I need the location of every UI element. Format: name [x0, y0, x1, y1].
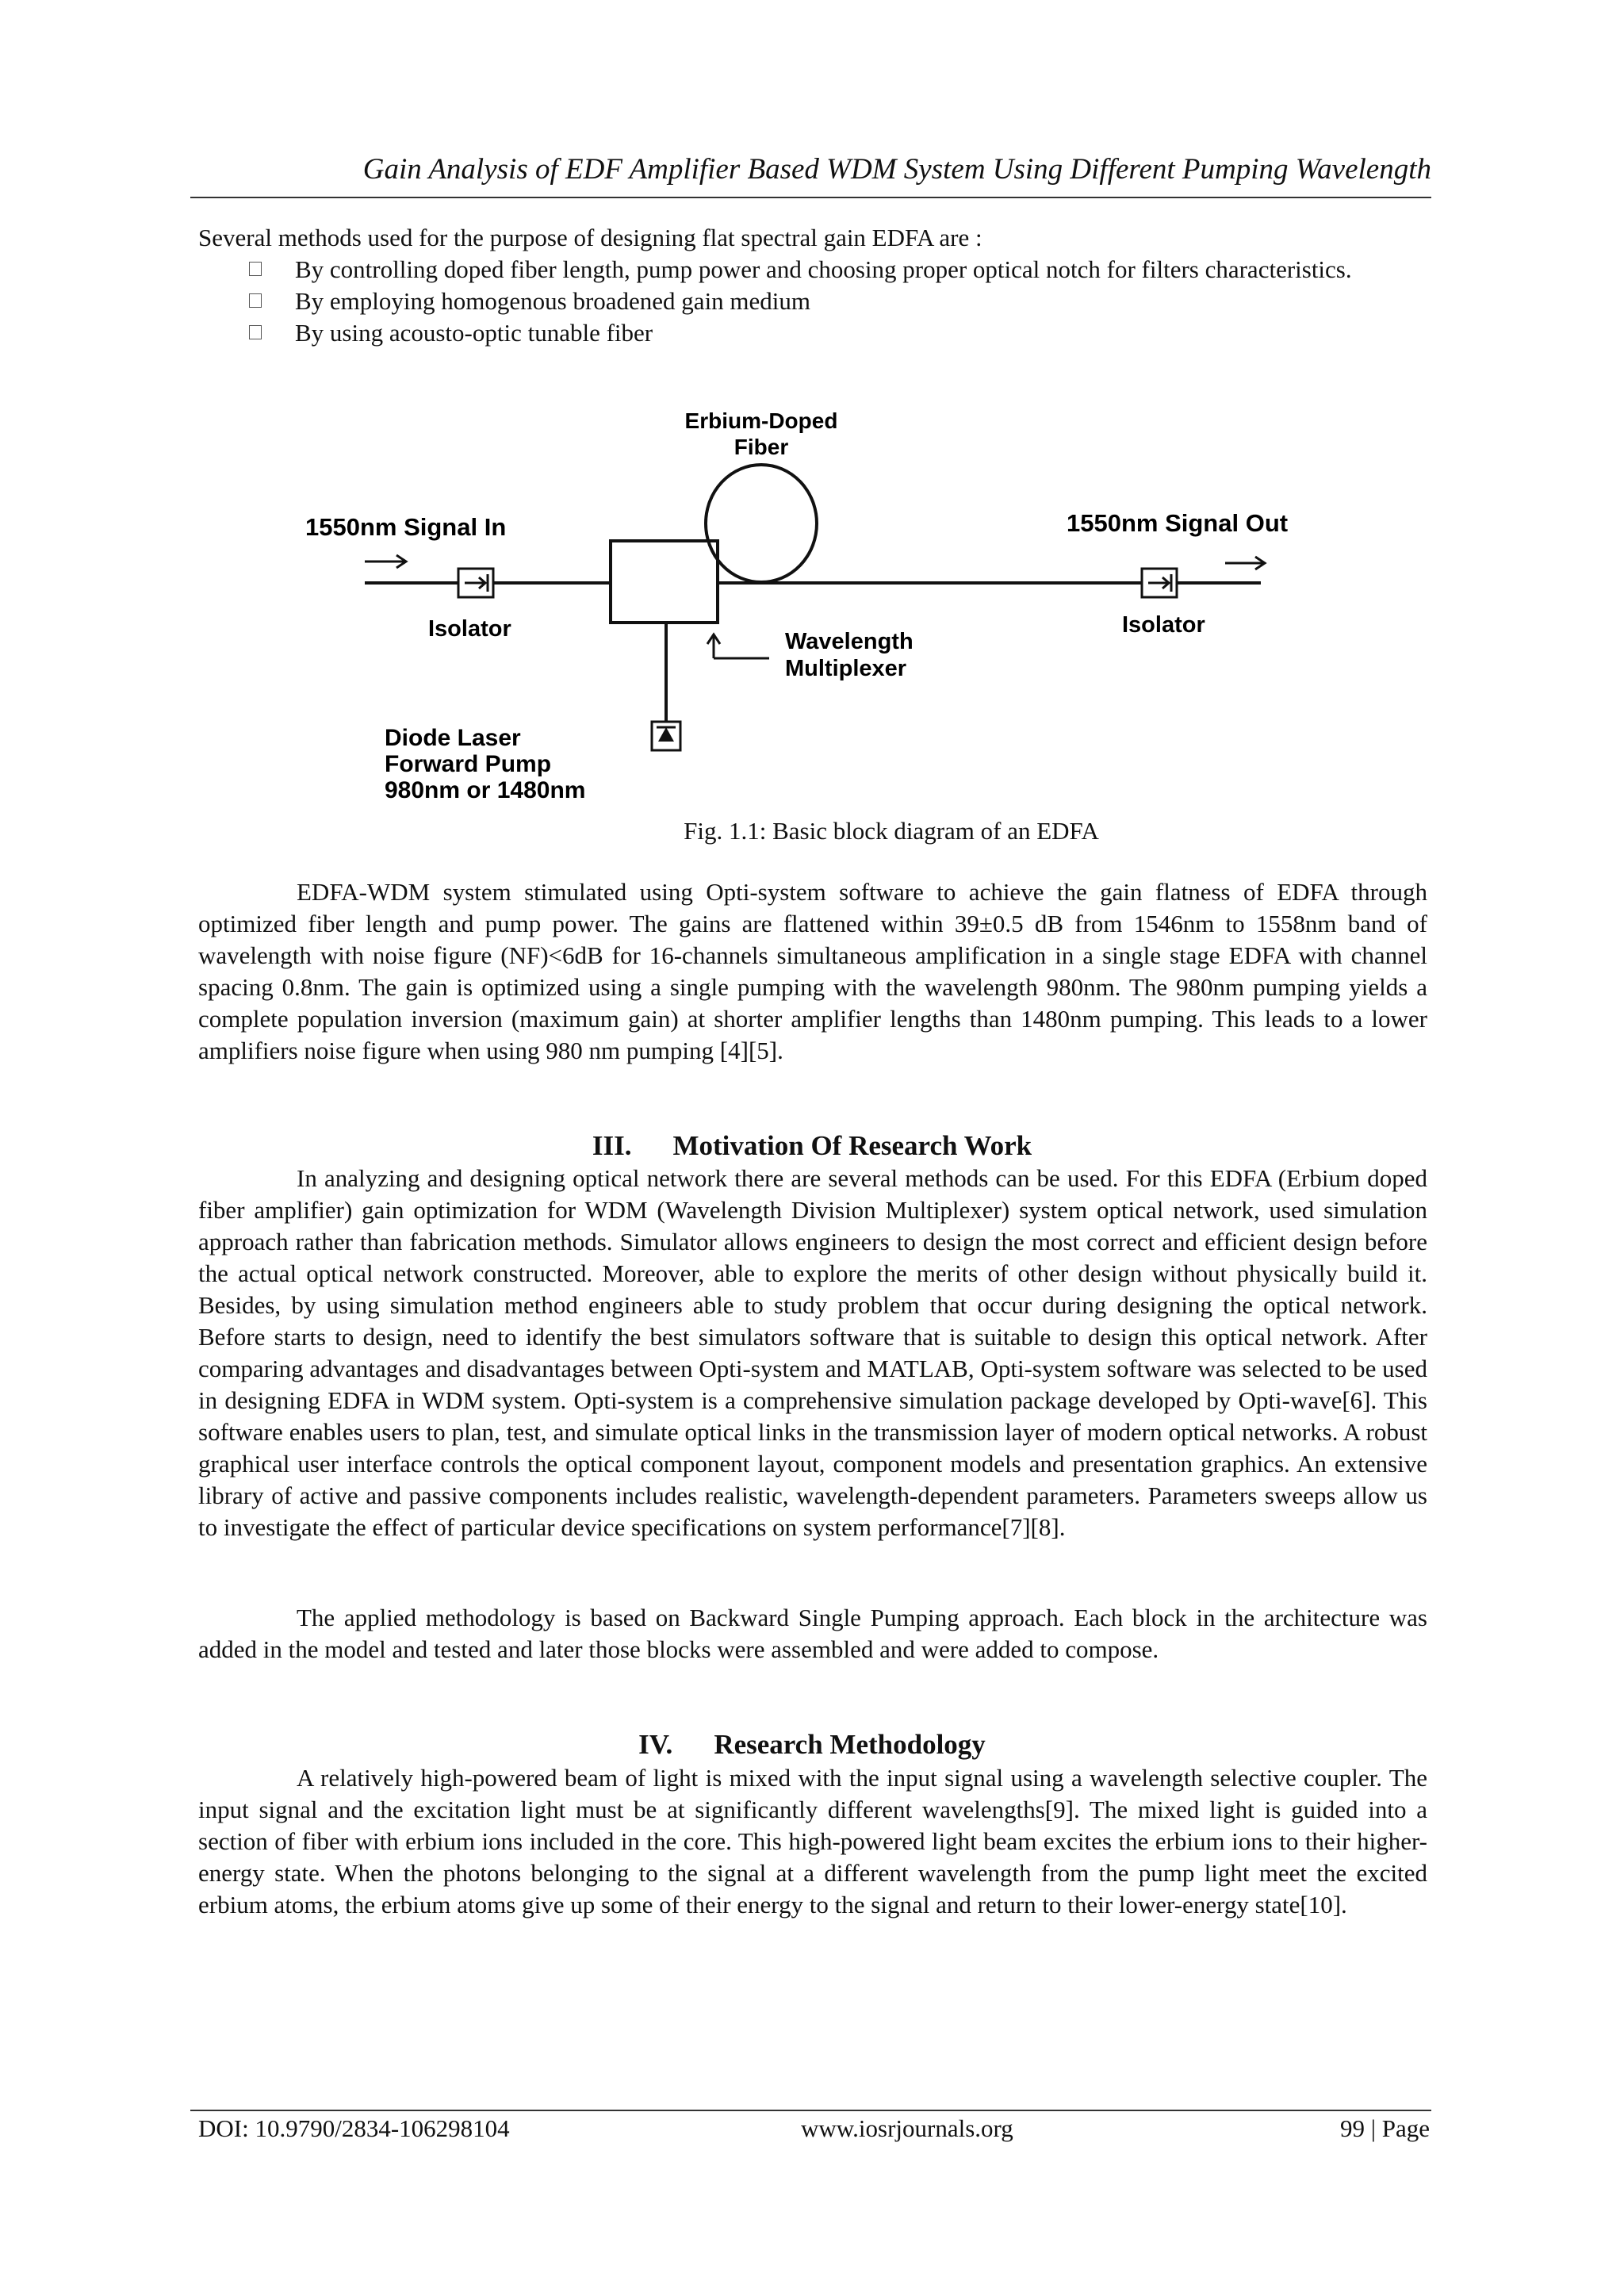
edf-label-line2: Fiber: [733, 435, 789, 459]
edfa-block-diagram: [285, 404, 1316, 849]
list-item: By employing homogenous broadened gain medium: [246, 286, 1427, 317]
footer-url: www.iosrjournals.org: [801, 2114, 1013, 2142]
pump-label-line2: Forward Pump: [385, 751, 552, 777]
erbium-fiber-coil-icon: [706, 465, 817, 582]
bullet-box-icon: [249, 262, 262, 276]
list-item: By using acousto-optic tunable fiber: [246, 317, 1427, 349]
signal-in-label: 1550nm Signal In: [305, 513, 507, 541]
section-title: Motivation Of Research Work: [672, 1130, 1032, 1161]
footer-page-number: 99 | Page: [1340, 2114, 1430, 2142]
wdm-pointer-arrow-icon: [707, 634, 769, 658]
body-paragraph: EDFA-WDM system stimulated using Opti-system software to achieve the gain flatness of EDFA through optimized fiber length and pump power. The gains are flattened within 39±0.5 dB from 1546nm to 1558nm band of wavelength with noise figure (NF)<6dB for 16-channels simultaneous amplification in a single stage EDFA with channel spacing 0.8nm. The gain is optimized using a single pumping with the wavelength 980nm. The 980nm pumping yields a complete population inversion (maximum gain) at shorter amplifier lengths than 1480nm pumping. This leads to a lower amplifiers noise figure when using 980 nm pumping [4][5].: [198, 878, 1427, 1064]
section-number: IV.: [638, 1729, 673, 1760]
body-paragraph: In analyzing and designing optical network there are several methods can be used. For this EDFA (Erbium doped fiber amplifier) gain optimization for WDM (Wavelength Division Multiplexer) system optical network, used simulation approach rather than fabrication methods. Simulator allows engineers to design the most correct and efficient design before the actual optical network constructed. Moreover, able to explore the merits of other design without physically build it. Besides, by using simulation method engineers able to study problem that occur during designing the optical network. Before starts to design, need to identify the best simulators software that is suitable to design this optical network. After comparing advantages and disadvantages between Opti-system and MATLAB, Opti-system software was selected to be used in designing EDFA in WDM system. Opti-system is a comprehensive simulation package developed by Opti-wave[6]. This software enables users to plan, test, and simulate optical links in the transmission layer of modern optical networks. A robust graphical user interface controls the optical component layout, component models and presentation graphics. An extensive library of active and passive components includes realistic, wavelength-dependent parameters. Parameters sweeps allow us to investigate the effect of particular device specifications on system performance[7][8].: [198, 1164, 1427, 1541]
methods-list: [246, 254, 1427, 349]
isolator-right-icon: [1142, 569, 1177, 597]
section-heading: [0, 1129, 1624, 1163]
pump-label-line1: Diode Laser: [385, 725, 521, 751]
section-heading: [0, 1727, 1624, 1762]
intro-lead: Several methods used for the purpose of designing flat spectral gain EDFA are :: [198, 224, 982, 251]
diode-laser-icon: [652, 722, 680, 750]
wdm-label-line2: Multiplexer: [785, 656, 907, 681]
input-arrow-icon: [365, 555, 406, 568]
isolator-right-label: Isolator: [1122, 612, 1205, 638]
wdm-coupler-box: [611, 541, 718, 623]
bullet-box-icon: [249, 293, 262, 308]
body-paragraph: The applied methodology is based on Backward Single Pumping approach. Each block in the architecture was added in the model and tested and later those blocks were assembled and were added to compose.: [198, 1604, 1427, 1663]
body-paragraph: A relatively high-powered beam of light is mixed with the input signal using a wavelength selective coupler. The input signal and the excitation light must be at significantly different wavelengths[9]. The mixed light is guided into a section of fiber with erbium ions included in the core. This high-powered light beam excites the erbium ions to their higher-energy state. When the photons belonging to the signal at a different wavelength from the pump light meet the excited erbium atoms, the erbium atoms give up some of their energy to the signal and return to their lower-energy state[10].: [198, 1764, 1427, 1918]
isolator-left-icon: [458, 569, 493, 597]
bullet-box-icon: [249, 325, 262, 339]
section-number: III.: [592, 1130, 632, 1161]
figure-caption: Fig. 1.1: Basic block diagram of an EDFA: [684, 817, 1099, 845]
wdm-label-line1: Wavelength: [785, 629, 914, 654]
output-arrow-icon: [1225, 557, 1265, 569]
pump-label-line3: 980nm or 1480nm: [385, 777, 586, 803]
edf-label-line1: Erbium-Doped: [684, 408, 838, 433]
running-header: [190, 152, 1431, 198]
signal-out-label: 1550nm Signal Out: [1067, 509, 1289, 537]
section-title: Research Methodology: [714, 1729, 986, 1760]
list-item: By controlling doped fiber length, pump power and choosing proper optical notch for filters characteristics.: [246, 254, 1427, 286]
journal-article-title: Gain Analysis of EDF Amplifier Based WDM System Using Different Pumping Wavelength: [362, 153, 1431, 186]
footer-rule: [190, 2110, 1431, 2111]
isolator-left-label: Isolator: [428, 616, 511, 642]
footer-doi: DOI: 10.9790/2834-106298104: [198, 2114, 510, 2142]
